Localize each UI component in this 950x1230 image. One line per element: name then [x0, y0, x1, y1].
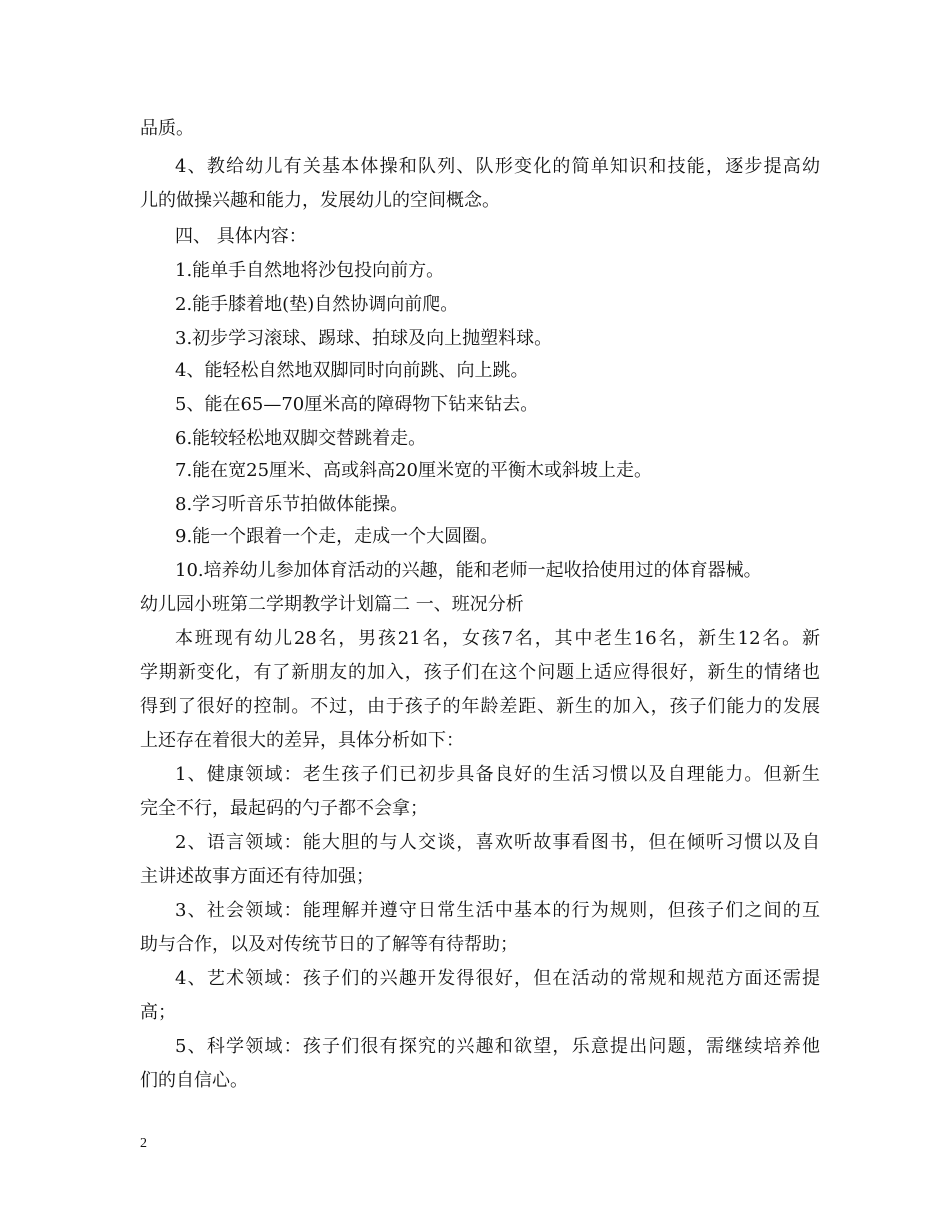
text-line: 主讲述故事方面还有待加强； — [140, 866, 374, 887]
section-title: 幼儿园小班第二学期教学计划篇二 一、班况分析 — [140, 594, 524, 615]
text-line: 3、社会领域：能理解并遵守日常生活中基本的行为规则，但孩子们之间的互 — [175, 900, 820, 921]
text-line: 助与合作，以及对传统节日的了解等有待帮助； — [140, 934, 518, 955]
list-item: 9.能一个跟着一个走，走成一个大圆圈。 — [175, 526, 499, 547]
list-item: 8.学习听音乐节拍做体能操。 — [175, 494, 409, 515]
text-line: 本班现有幼儿28名，男孩21名，女孩7名，其中老生16名，新生12名。新 — [175, 628, 820, 649]
text-line: 完全不行，最起码的勺子都不会拿； — [140, 798, 428, 819]
list-item: 10.培养幼儿参加体育活动的兴趣，能和老师一起收拾使用过的体育器械。 — [175, 560, 762, 581]
text-line: 4、教给幼儿有关基本体操和队列、队形变化的简单知识和技能，逐步提高幼 — [175, 156, 820, 177]
list-item: 7.能在宽25厘米、高或斜高20厘米宽的平衡木或斜坡上走。 — [175, 460, 652, 481]
section-heading: 四、 具体内容： — [175, 226, 307, 247]
text-line: 2、语言领域：能大胆的与人交谈，喜欢听故事看图书，但在倾听习惯以及自 — [175, 832, 820, 853]
list-item: 3.初步学习滚球、踢球、拍球及向上抛塑料球。 — [175, 328, 553, 349]
text-line: 得到了很好的控制。不过，由于孩子的年龄差距、新生的加入，孩子们能力的发展 — [140, 696, 820, 717]
text-line: 高； — [140, 1002, 176, 1023]
list-item: 1.能单手自然地将沙包投向前方。 — [175, 260, 445, 281]
list-item: 6.能较轻松地双脚交替跳着走。 — [175, 428, 427, 449]
text-line: 1、健康领域：老生孩子们已初步具备良好的生活习惯以及自理能力。但新生 — [175, 764, 820, 785]
list-item: 5、能在65—70厘米高的障碍物下钻来钻去。 — [175, 394, 539, 415]
page-number: 2 — [140, 1136, 147, 1151]
text-line: 儿的做操兴趣和能力，发展幼儿的空间概念。 — [140, 190, 500, 211]
text-line: 品质。 — [140, 118, 194, 139]
text-line: 上还存在着很大的差异，具体分析如下： — [140, 730, 464, 751]
text-line: 4、艺术领域：孩子们的兴趣开发得很好，但在活动的常规和规范方面还需提 — [175, 968, 820, 989]
list-item: 2.能手膝着地(垫)自然协调向前爬。 — [175, 294, 459, 315]
text-line: 5、科学领域：孩子们很有探究的兴趣和欲望，乐意提出问题，需继续培养他 — [175, 1036, 820, 1057]
list-item: 4、能轻松自然地双脚同时向前跳、向上跳。 — [175, 360, 529, 381]
text-line: 们的自信心。 — [140, 1070, 248, 1091]
text-line: 学期新变化，有了新朋友的加入，孩子们在这个问题上适应得很好，新生的情绪也 — [140, 662, 820, 683]
